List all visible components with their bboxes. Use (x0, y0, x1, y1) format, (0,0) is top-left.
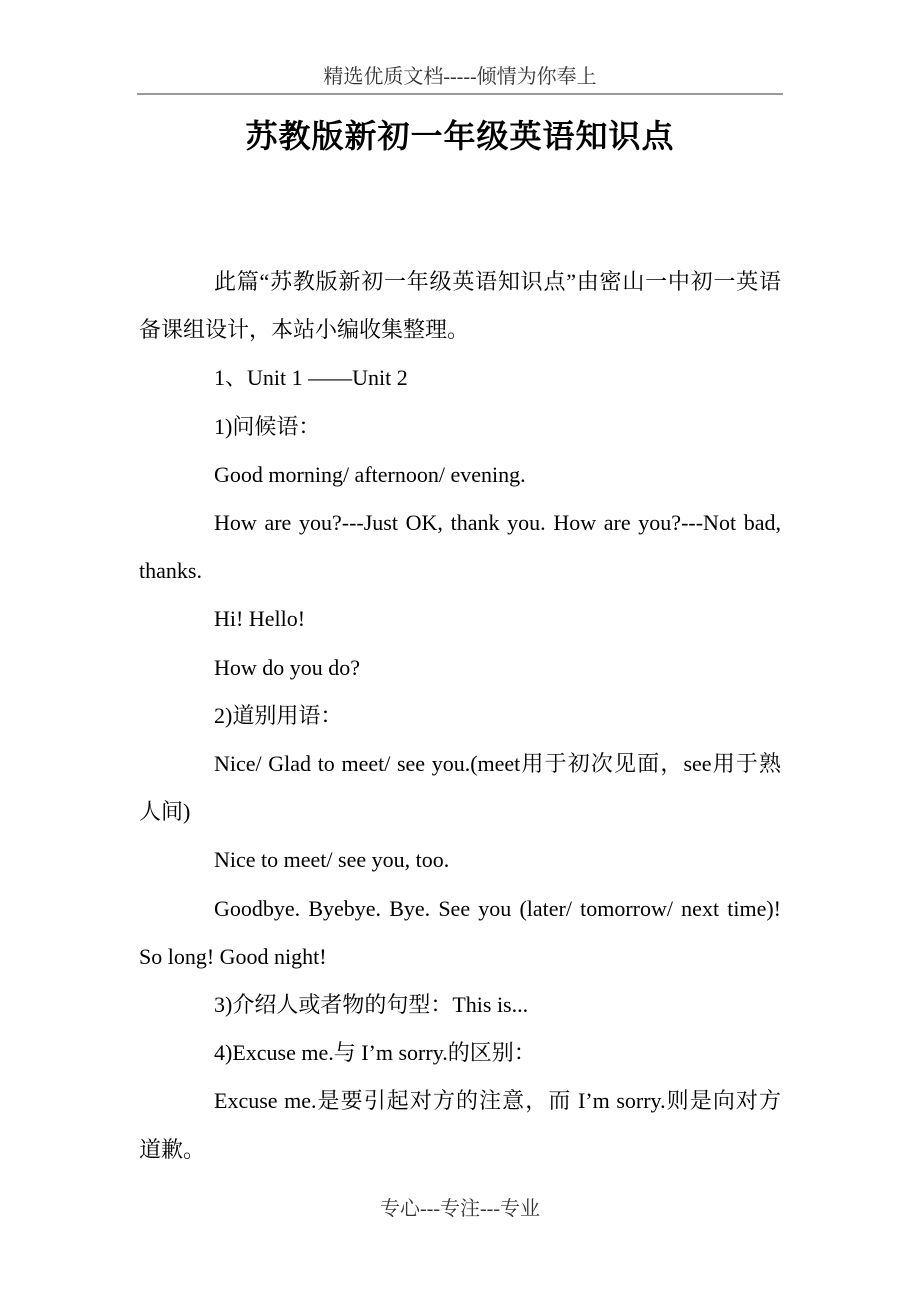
document-title: 苏教版新初一年级英语知识点 (245, 117, 675, 155)
subheading-farewells: 2)道别用语： (214, 702, 343, 728)
paragraph: Good morning/ afternoon/ evening. (214, 461, 526, 487)
page-footer: 专心---专注---专业 (380, 1198, 540, 1220)
subheading-excuse-me-vs-sorry: 4)Excuse me.与 I’m sorry.的区别： (214, 1040, 536, 1066)
paragraph: Excuse me.是要引起对方的注意，而 I’m sorry.则是向对方道歉。 (139, 1088, 781, 1162)
document-body (139, 258, 781, 1174)
subheading-greetings: 1)问候语： (214, 413, 321, 439)
paragraph: How do you do? (214, 654, 361, 680)
page-header: 精选优质文档-----倾情为你奉上 (323, 66, 597, 88)
paragraph: Goodbye. Byebye. Bye. See you (later/ tomorrow/ next time)! So long! Good night! (139, 895, 781, 969)
header-divider (137, 93, 783, 95)
section-heading-unit-1-2: 1、Unit 1 ——Unit 2 (214, 365, 408, 391)
subheading-introductions: 3)介绍人或者物的句型：This is... (214, 992, 529, 1018)
paragraph: How are you?---Just OK, thank you. How are you?---Not bad, thanks. (139, 510, 781, 584)
paragraph: Hi! Hello! (214, 606, 306, 632)
paragraph: Nice to meet/ see you, too. (214, 847, 450, 873)
intro-paragraph: 此篇“苏教版新初一年级英语知识点”由密山一中初一英语备课组设计，本站小编收集整理。 (139, 269, 781, 343)
paragraph: Nice/ Glad to meet/ see you.(meet用于初次见面，see用于熟人间) (139, 751, 781, 825)
